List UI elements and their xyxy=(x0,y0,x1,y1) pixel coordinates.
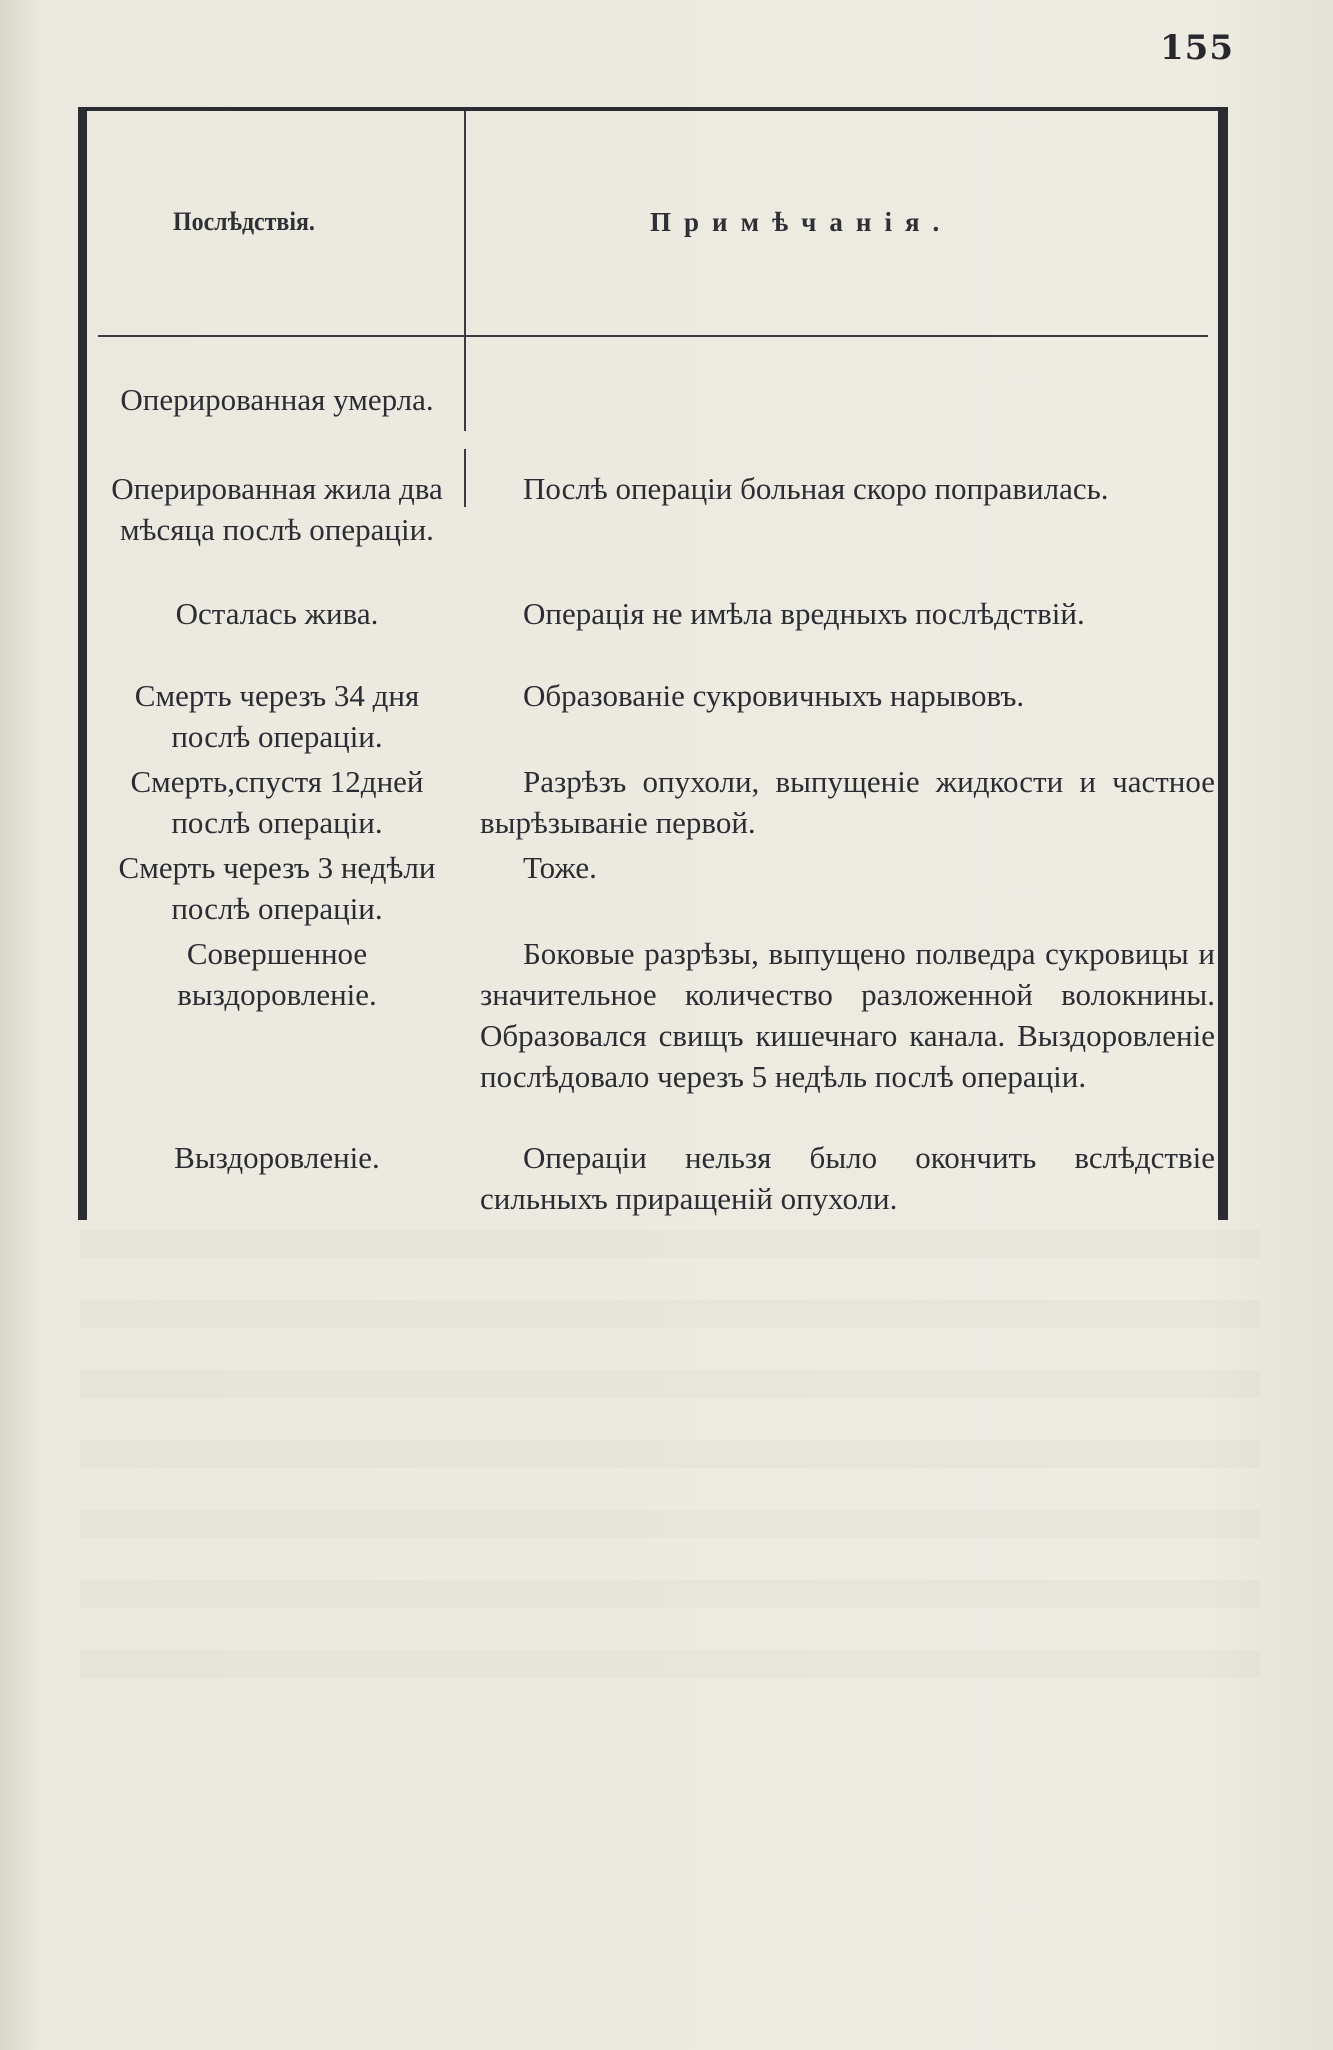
column-divider xyxy=(464,111,466,431)
consequence-cell: Смерть,спустя 12дней послѣ операціи. xyxy=(130,764,424,840)
consequence-cell: Оперированная жила два мѣсяца послѣ операціи. xyxy=(111,471,443,547)
table-top-rule xyxy=(78,107,1228,111)
note-cell: Тоже. xyxy=(523,850,597,885)
column-header-notes: Примѣчанія. xyxy=(650,207,953,237)
consequence-cell: Выздоровленіе. xyxy=(174,1140,380,1175)
note-cell: Операціи нельзя было окончить вслѣдствіе сильныхъ приращеній опухоли. xyxy=(480,1140,1215,1216)
note-cell: Разрѣзъ опухоли, выпущеніе жидкости и частное вырѣзываніе первой. xyxy=(480,764,1215,840)
column-divider-lower xyxy=(464,449,466,507)
consequence-cell: Смерть черезъ 34 дня послѣ операціи. xyxy=(134,678,420,754)
consequence-cell: Совершенное выздоровленіе. xyxy=(177,936,377,1012)
page-number: 155 xyxy=(1160,28,1234,68)
note-cell: Операція не имѣла вредныхъ послѣдствій. xyxy=(523,596,1085,631)
consequence-cell: Осталась жива. xyxy=(175,596,379,631)
table-left-rule xyxy=(78,107,87,1220)
note-cell: Образованіе сукровичныхъ нарывовъ. xyxy=(523,678,1025,713)
show-through-text xyxy=(80,1230,1260,1690)
data-table xyxy=(78,107,1228,1220)
column-header-consequences: Послѣдствія. xyxy=(173,207,315,236)
consequence-cell: Оперированная умерла. xyxy=(120,382,434,417)
table-right-rule xyxy=(1218,107,1228,1220)
consequence-cell: Смерть черезъ 3 недѣли послѣ операціи. xyxy=(118,850,436,926)
header-rule xyxy=(98,335,1208,337)
note-cell: Боковые разрѣзы, выпущено полведра сукровицы и значительное количество разложенной волокнины. Образовался свищъ кишечнаго канала. Выздоровленіе послѣдовало черезъ 5 недѣль послѣ операціи. xyxy=(480,936,1215,1094)
note-cell: Послѣ операціи больная скоро поправилась. xyxy=(523,471,1109,506)
